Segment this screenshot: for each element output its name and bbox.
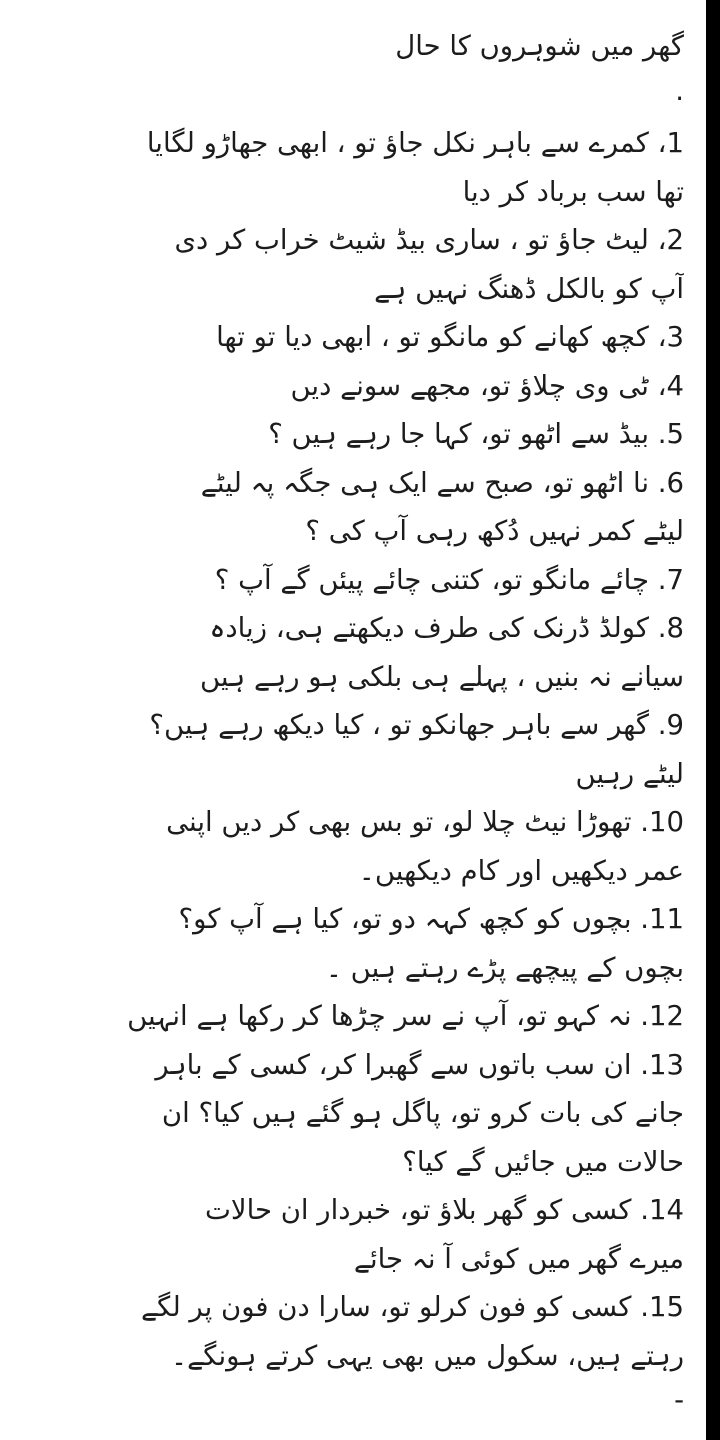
- text-line: 7. چائے مانگو تو، کتنی چائے پیئں گے آپ ؟: [214, 563, 684, 596]
- text-line: جانے کی بات کرو تو، پاگل ہو گئے ہیں کیا؟ ان: [161, 1097, 684, 1129]
- text-line: 4، ٹی وی چلاؤ تو، مجھے سونے دیں: [290, 369, 684, 402]
- text-line: عمر دیکھیں اور کام دیکھیں۔: [358, 854, 684, 887]
- end-dash: -: [674, 1384, 684, 1416]
- text-line: سیانے نہ بنیں ، پہلے ہی بلکی ہو رہے ہیں: [199, 660, 684, 693]
- text-line: بچوں کے پیچھے پڑے رہتے ہیں ۔: [325, 951, 684, 984]
- text-line: لیٹے کمر نہیں دُکھ رہی آپ کی ؟: [305, 515, 684, 547]
- text-line: 1، کمرے سے باہر نکل جاؤ تو ، ابھی جھاڑو لگایا: [146, 127, 684, 159]
- text-line: 6. نا اٹھو تو، صبح سے ایک ہی جگہ پہ لیٹے: [200, 466, 684, 499]
- text-line: آپ کو بالکل ڈھنگ نہیں ہے: [374, 272, 684, 305]
- separator-dot: .: [675, 74, 684, 107]
- text-line: 15. کسی کو فون کرلو تو، سارا دن فون پر لگے: [141, 1291, 684, 1323]
- text-line: تھا سب برباد کر دیا: [462, 175, 684, 208]
- post-text[interactable]: [26, 22, 684, 1429]
- text-line: 10. تھوڑا نیٹ چلا لو، تو بس بھی کر دیں اپنی: [166, 806, 684, 838]
- text-line: 12. نہ کہو تو، آپ نے سر چڑھا کر رکھا ہے انہیں: [127, 1000, 684, 1032]
- text-line: 11. بچوں کو کچھ کہہ دو تو، کیا ہے آپ کو؟: [178, 903, 684, 935]
- text-line: 9. گھر سے باہر جھانکو تو ، کیا دیکھ رہے ہیں؟: [149, 709, 684, 741]
- post-title: گھر میں شوہروں کا حال: [395, 30, 684, 62]
- text-line: لیٹے رہیں: [575, 757, 684, 790]
- text-line: حالات میں جائیں گے کیا؟: [402, 1145, 684, 1178]
- text-line: 2، لیٹ جاؤ تو ، ساری بیڈ شیٹ خراب کر دی: [174, 224, 684, 256]
- text-line: 8. کولڈ ڈرنک کی طرف دیکھتے ہی، زیادہ: [209, 612, 684, 644]
- text-line: 14. کسی کو گھر بلاؤ تو، خبردار ان حالات: [205, 1194, 684, 1226]
- text-line: 3، کچھ کھانے کو مانگو تو ، ابھی دیا تو تھا: [216, 321, 684, 353]
- text-line: رہتے ہیں، سکول میں بھی یہی کرتے ہونگے۔: [171, 1339, 684, 1372]
- text-line: 5. بیڈ سے اٹھو تو، کہا جا رہے ہیں ؟: [268, 418, 684, 450]
- text-line: میرے گھر میں کوئی آ نہ جائے: [353, 1242, 684, 1275]
- text-line: 13. ان سب باتوں سے گھبرا کر، کسی کے باہر: [155, 1048, 684, 1081]
